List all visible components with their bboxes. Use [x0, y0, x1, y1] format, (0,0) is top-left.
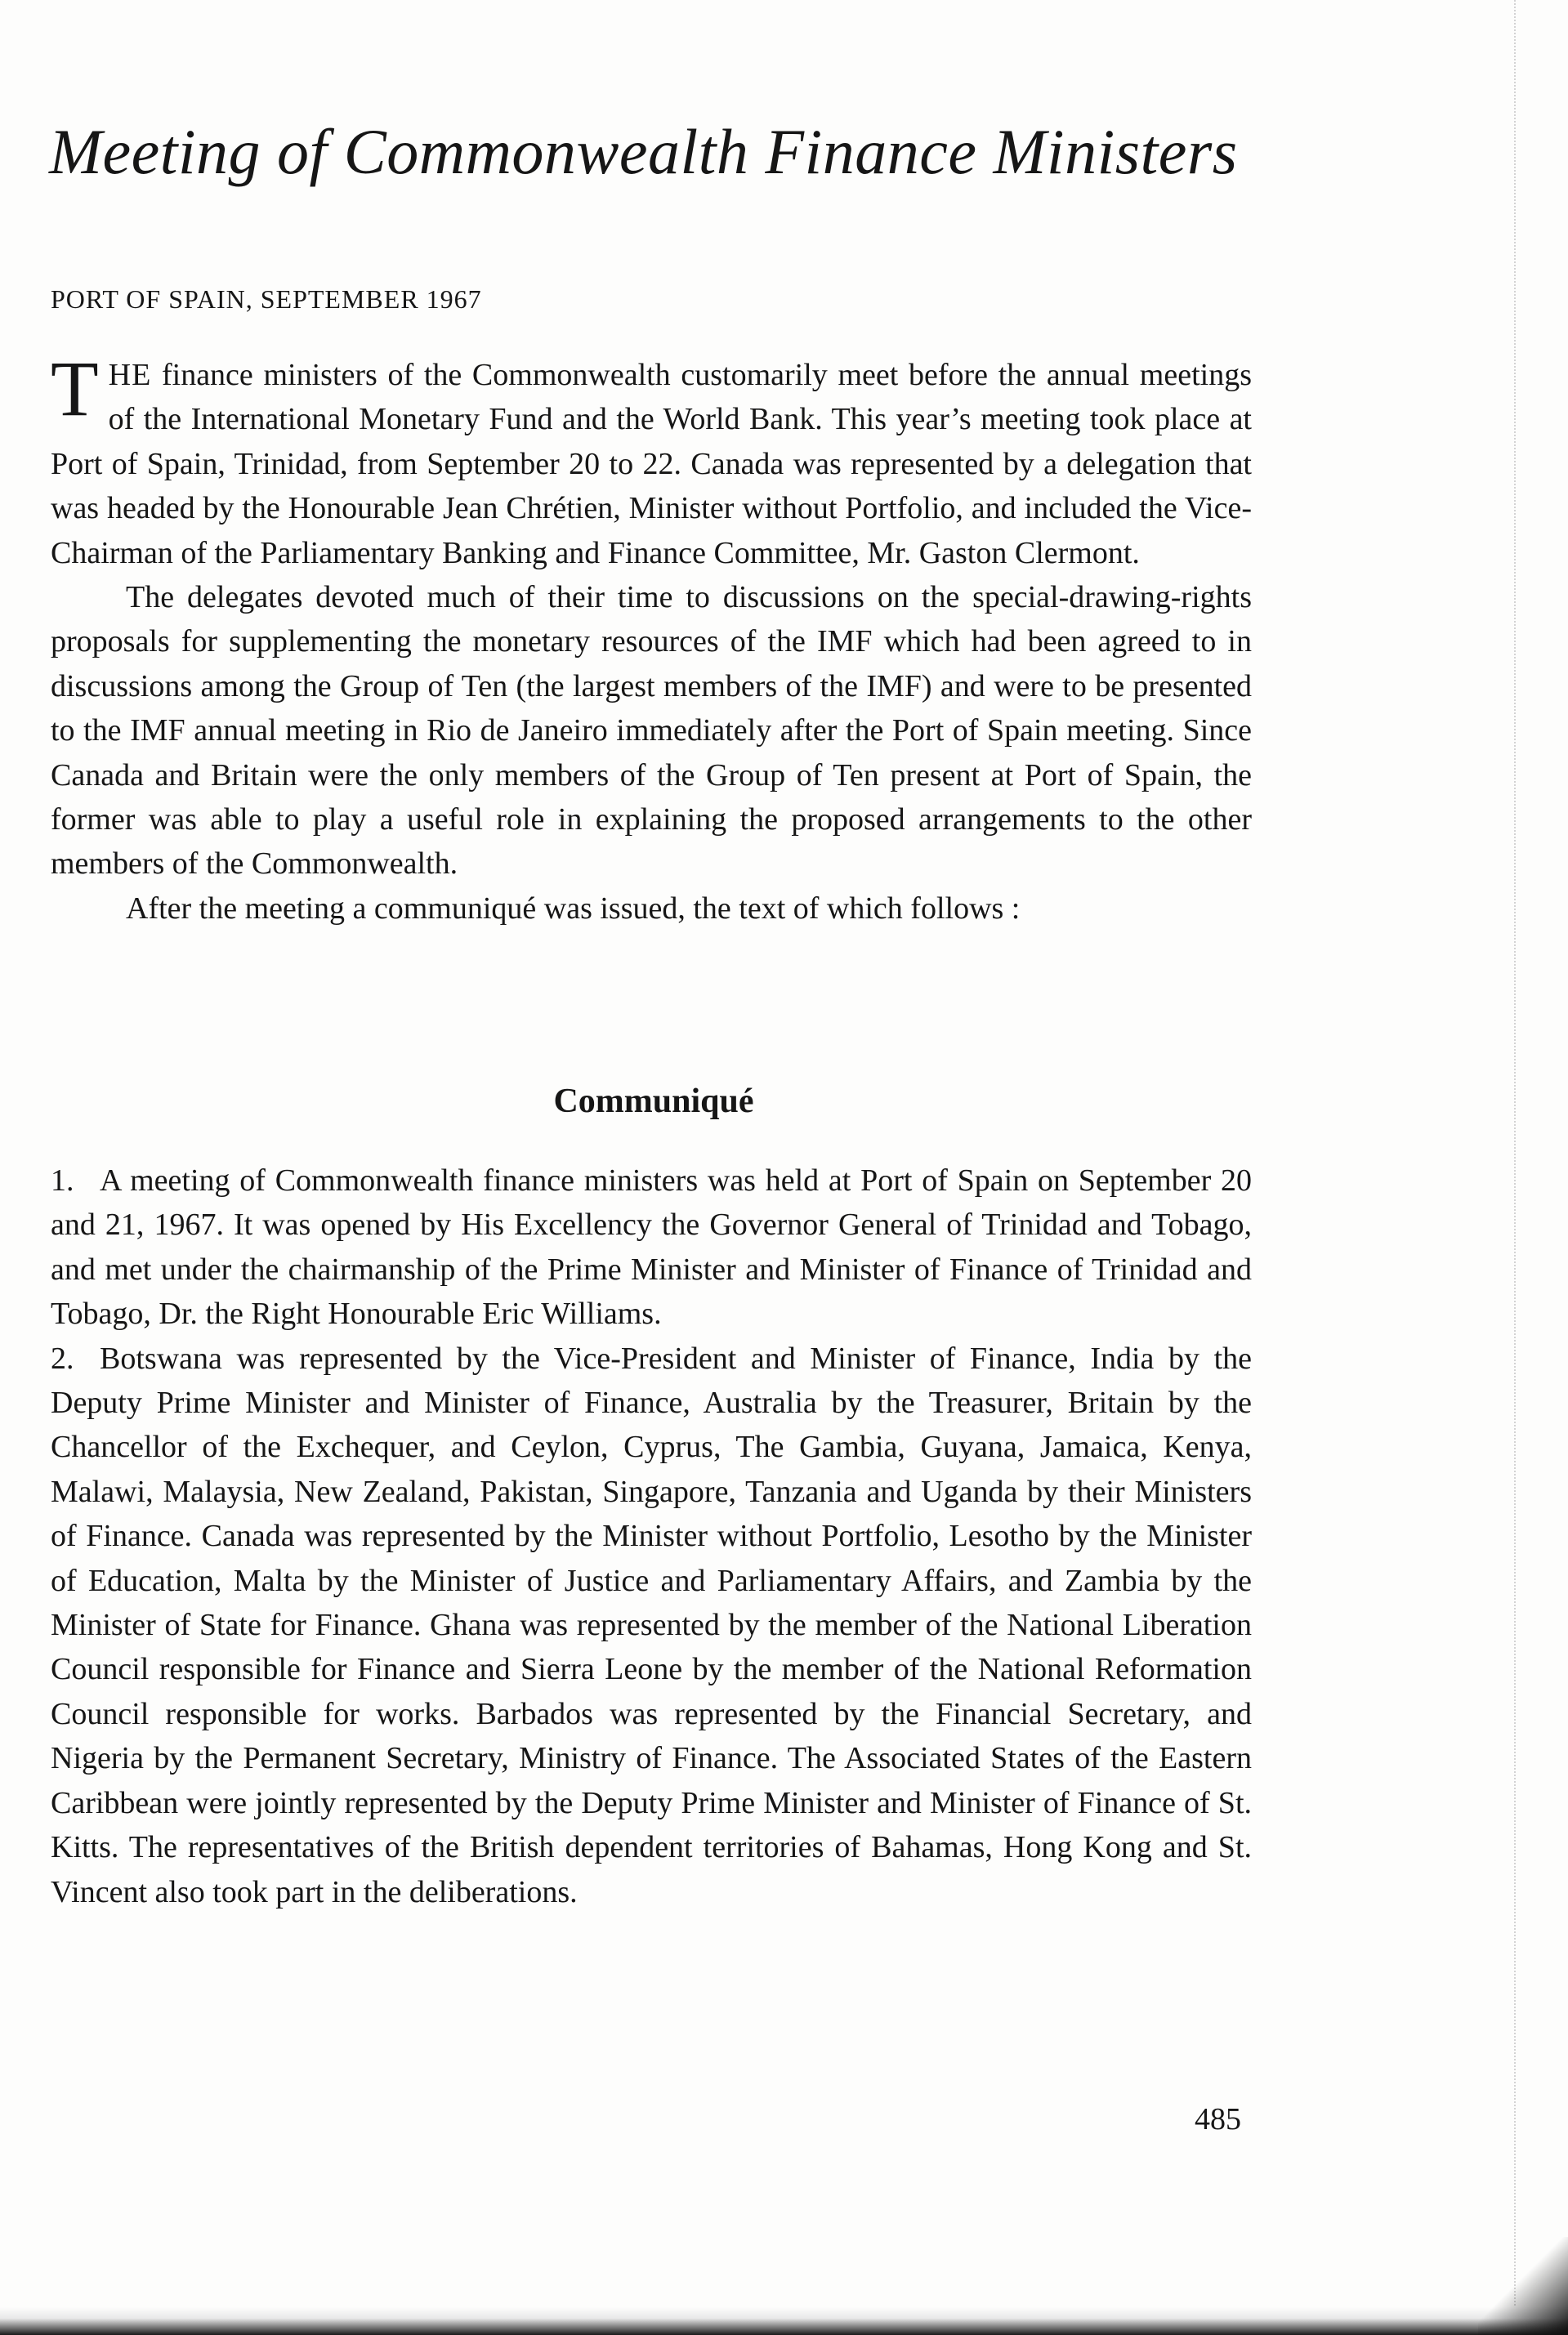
intro-section: [51, 345, 1252, 931]
scan-edge-artifact: [1478, 2237, 1568, 2335]
drop-cap: T: [51, 345, 99, 432]
intro-paragraph-3: After the meeting a communiqué was issued, the text of which follows :: [126, 891, 1021, 926]
paragraph-number: 2.: [51, 1341, 74, 1376]
paragraph-text: Botswana was represented by the Vice-President and Minister of Finance, India by the Deputy Prime Minister and Minister of Finance, Australia by the Treasurer, Britain by the Chancellor of the Exchequer, and Ceylon, Cyprus, The Gambia, Guyana, Jamaica, Kenya, Malawi, Malaysia, New Zealand, Pakistan, Singapore, Tanzania and Uganda by their Ministers of Finance. Canada was represented by the Minister without Portfolio, Lesotho by the Minister of Education, Malta by the Minister of Justice and Parliamentary Affairs, and Zambia by the Minister of State for Finance. Ghana was represented by the member of the National Liberation Council responsible for Finance and Sierra Leone by the member of the National Reformation Council responsible for works. Barbados was represented by the Financial Secretary, and Nigeria by the Permanent Secretary, Ministry of Finance. The Associated States of the Eastern Caribbean were jointly represented by the Deputy Prime Minister and Minister of Finance of St. Kitts. The representatives of the British dependent territories of Bahamas, Hong Kong and St. Vincent also took part in the deliberations.: [51, 1341, 1252, 1909]
communique-paragraph-1: [51, 1159, 1252, 1337]
place-date-line: PORT OF SPAIN, SEPTEMBER 1967: [51, 284, 482, 314]
scan-edge-artifact: [0, 2307, 1568, 2335]
communique-heading: Communiqué: [553, 1083, 754, 1120]
page-title: Meeting of Commonwealth Finance Ministers: [49, 116, 1238, 187]
intro-paragraph-2: The delegates devoted much of their time to discussions on the special-drawing-rights proposals for supplementing the monetary resources of the IMF which had been agreed to in discussions among the Group of Ten (the largest members of the IMF) and were to be presented to the IMF annual meeting in Rio de Janeiro immediately after the Port of Spain meeting. Since Canada and Britain were the only members of the Group of Ten present at Port of Spain, the former was able to play a useful role in explaining the proposed arrangements to the other members of the Commonwealth.: [51, 580, 1252, 882]
page-number: 485: [1195, 2102, 1241, 2136]
first-word-small-caps: HE: [108, 358, 152, 392]
intro-paragraph-1-text: finance ministers of the Commonwealth customarily meet before the annual meetings of the International Monetary Fund and the World Bank. This year’s meeting took place at Port of Spain, Trinidad, from September 20 to 22. Canada was represented by a delegation that was headed by the Honourable Jean Chrétien, Minister without Portfolio, and included the Vice-Chairman of the Parliamentary Banking and Finance Committee, Mr. Gaston Clermont.: [51, 358, 1252, 570]
paragraph-number: 1.: [51, 1163, 74, 1198]
paragraph-text: A meeting of Commonwealth finance ministers was held at Port of Spain on September 20 and 21, 1967. It was opened by His Excellency the Governor General of Trinidad and Tobago, and met under the chairmanship of the Prime Minister and Minister of Finance of Trinidad and Tobago, Dr. the Right Honourable Eric Williams.: [51, 1163, 1252, 1332]
communique-section: [51, 1159, 1252, 1914]
intro-paragraph-1: [51, 345, 1252, 575]
scan-edge-artifact: [1514, 0, 1519, 2335]
communique-paragraph-2: [51, 1337, 1252, 1914]
